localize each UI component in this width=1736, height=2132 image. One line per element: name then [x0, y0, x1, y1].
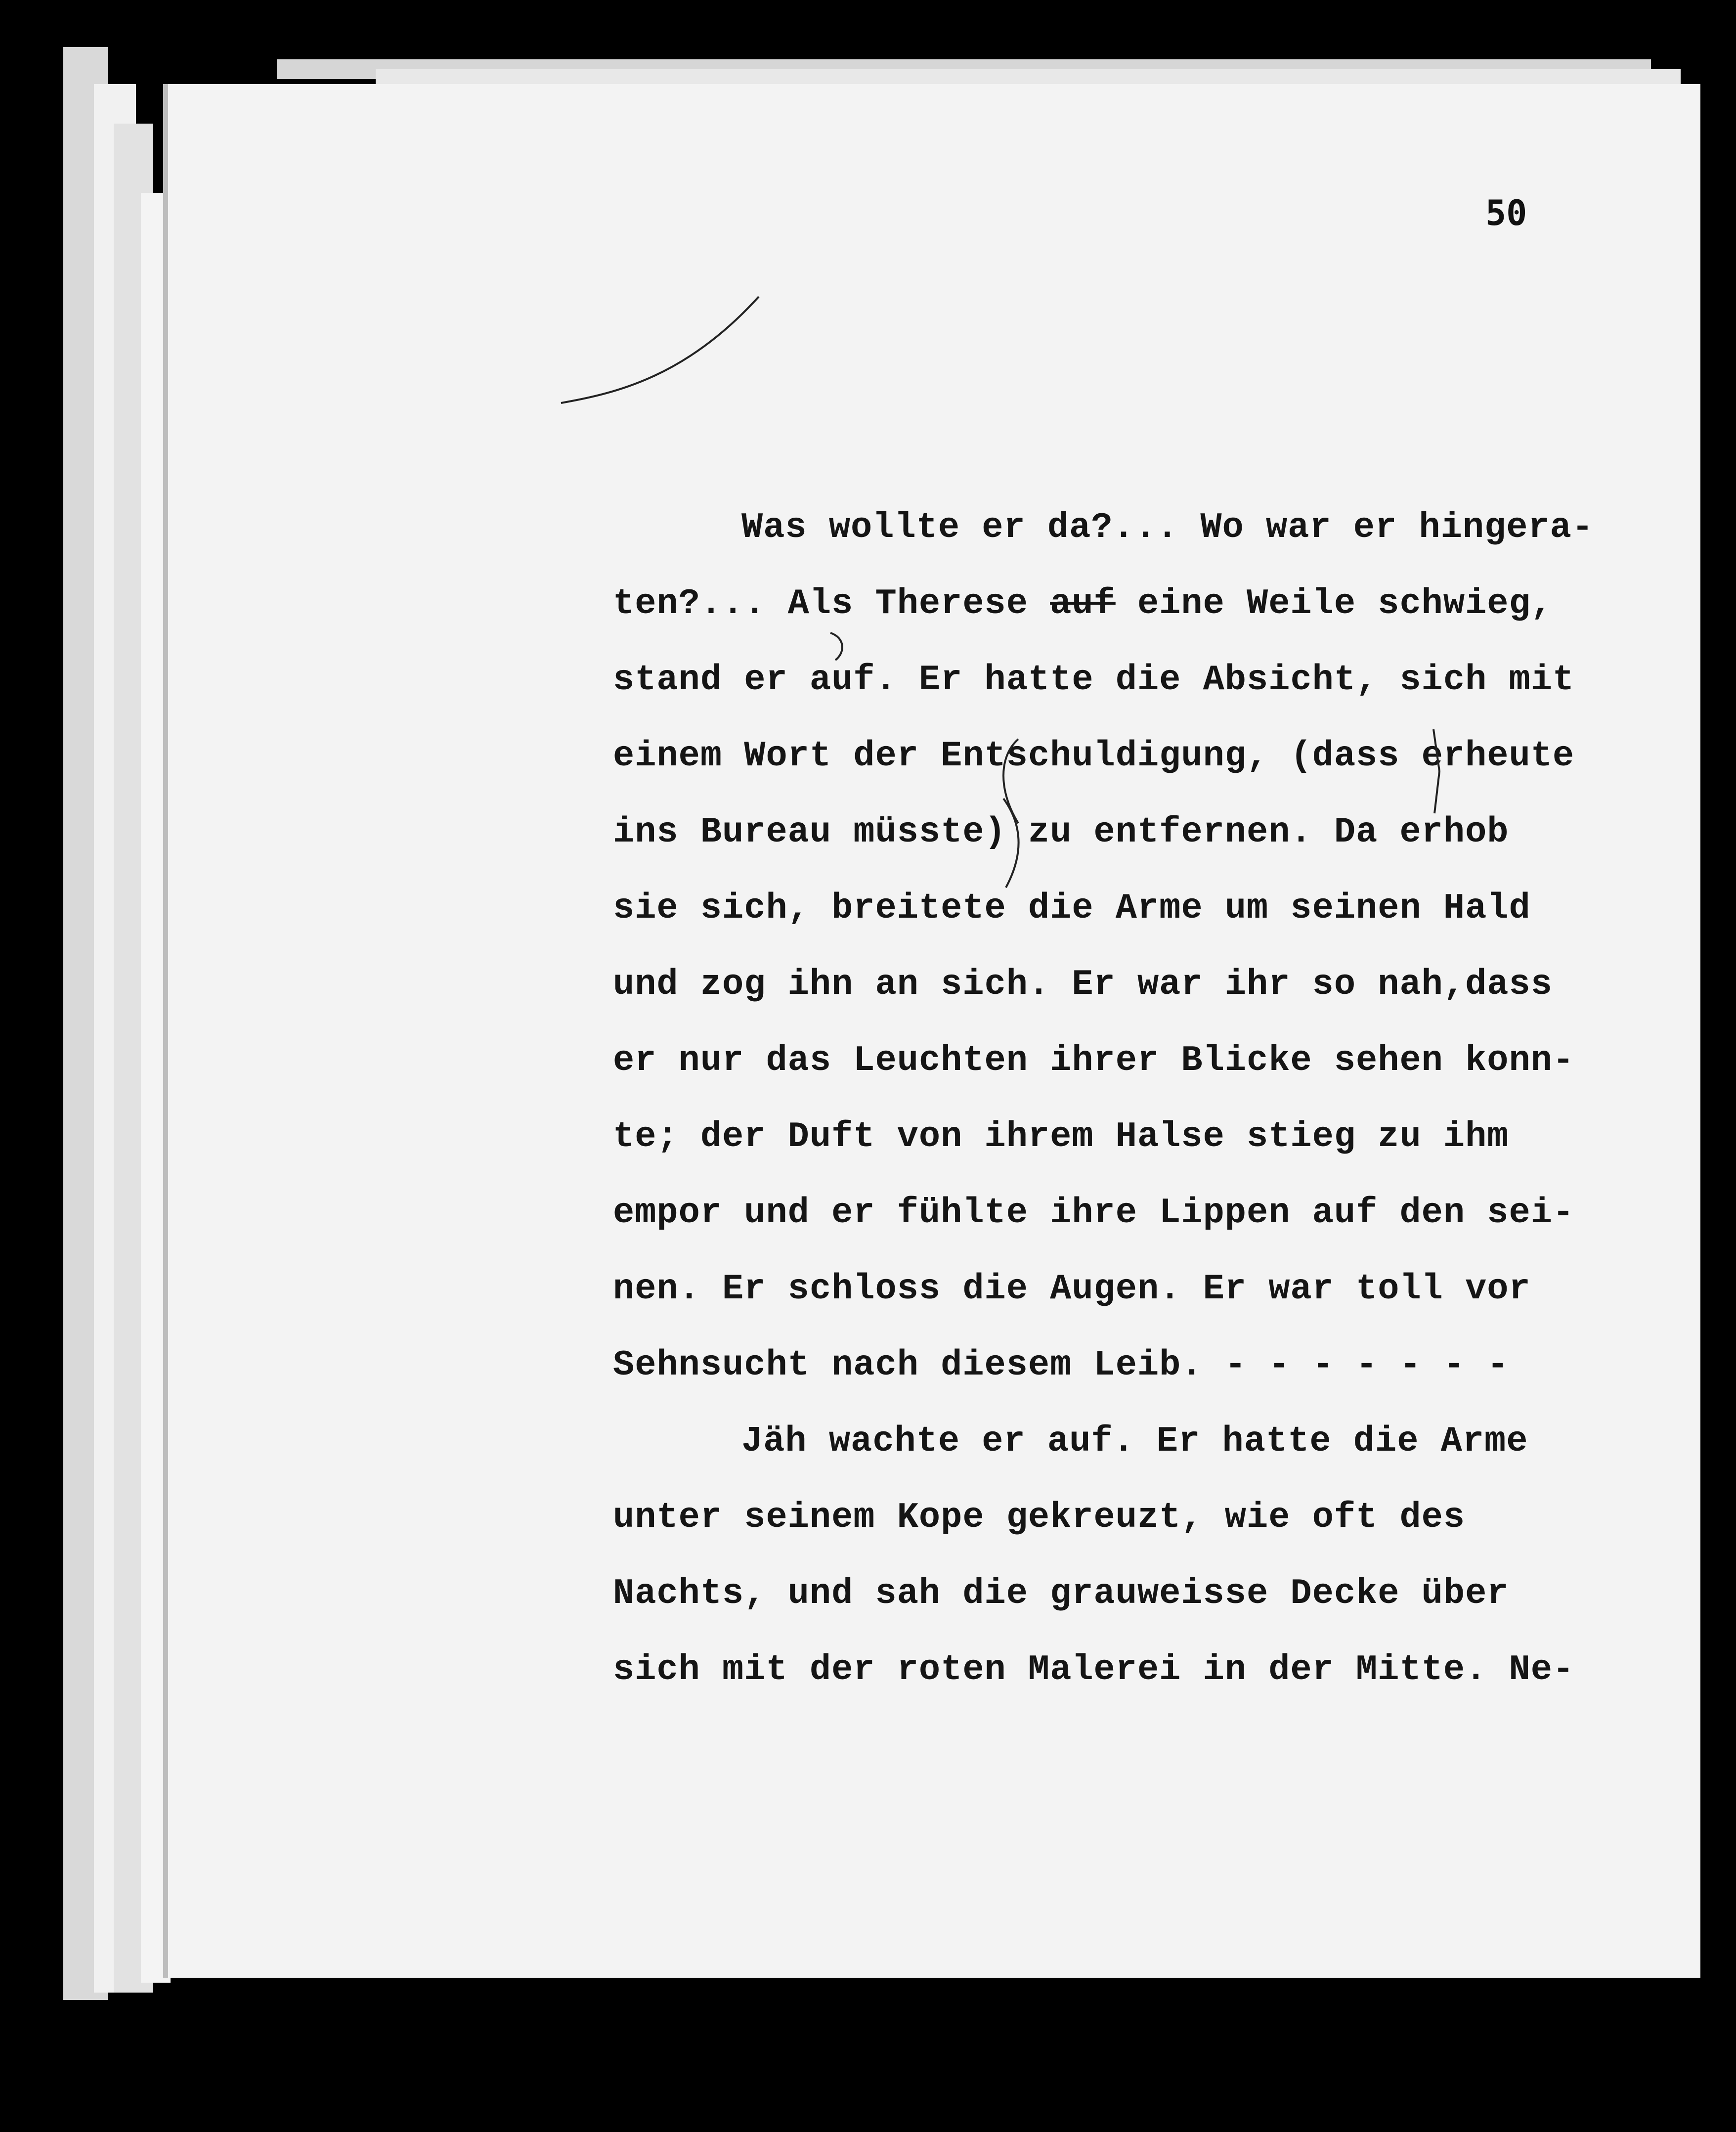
text-line: [613, 566, 1736, 642]
text-line: empor und er fühlte ihre Lippen auf den sei-: [613, 1193, 1575, 1233]
handwritten-bracket-mark: [1429, 727, 1448, 816]
text-line: stand er auf. Er hatte die Absicht, sich mit: [613, 660, 1575, 700]
page-number: 50: [1485, 193, 1527, 233]
text-line: Jäh wachte er auf. Er hatte die Arme: [741, 1421, 1528, 1462]
text-line: sich mit der roten Malerei in der Mitte. Ne-: [613, 1649, 1575, 1690]
text-line: unter seinem Kope gekreuzt, wie oft des: [613, 1497, 1466, 1538]
text-line: er nur das Leuchten ihrer Blicke sehen konn-: [613, 1040, 1575, 1081]
text-line: nen. Er schloss die Augen. Er war toll vor: [613, 1269, 1531, 1309]
text-line: sie sich, breitete die Arme um seinen Hald: [613, 888, 1531, 929]
text-segment: eine Weile schwieg,: [1115, 583, 1553, 624]
pencil-mark: [559, 292, 766, 410]
text-line: und zog ihn an sich. Er war ihr so nah,dass: [613, 964, 1553, 1005]
text-line: einem Wort der Entschuldigung, (dass erheute: [613, 736, 1575, 776]
handwritten-bracket-mark: [998, 796, 1028, 890]
text-line: Sehnsucht nach diesem Leib. - - - - - - -: [613, 1345, 1509, 1385]
text-line: te; der Duft von ihrem Halse stieg zu ihm: [613, 1116, 1509, 1157]
handwritten-caret-mark: [825, 628, 855, 663]
text-line: Nachts, und sah die grauweisse Decke über: [613, 1573, 1509, 1614]
typescript-page: [163, 84, 1700, 1978]
text-line: Was wollte er da?... Wo war er hingera-: [741, 507, 1594, 548]
text-segment: ten?... Als Therese: [613, 583, 1050, 624]
struck-word: auf: [1050, 583, 1116, 624]
text-line: ins Bureau müsste) zu entfernen. Da erhob: [613, 812, 1509, 852]
typed-text-block: [613, 489, 1736, 1708]
